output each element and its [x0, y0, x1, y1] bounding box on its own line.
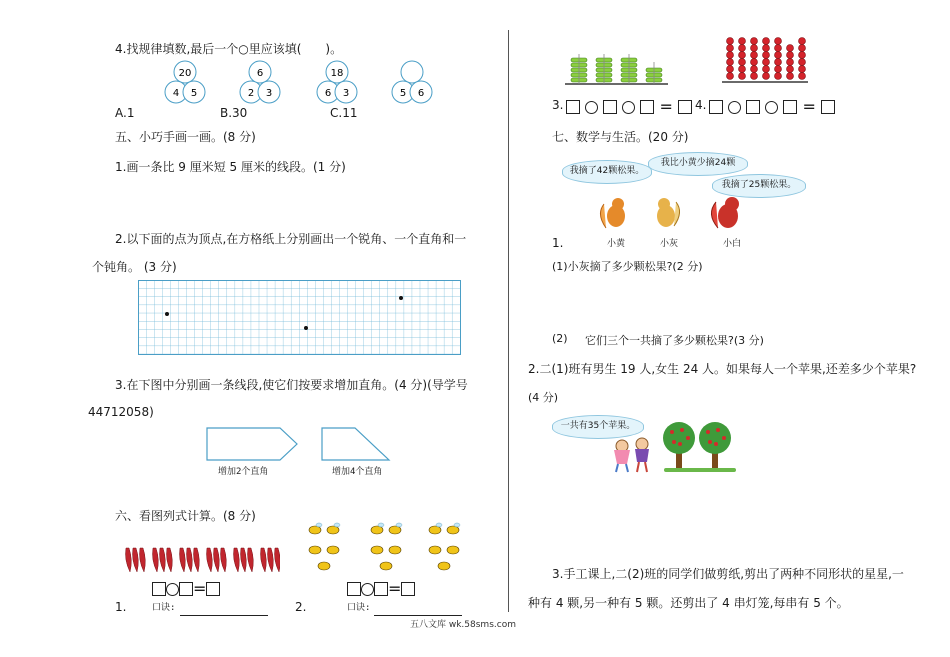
bees-icon — [305, 520, 471, 576]
circle-value: 4 — [172, 88, 180, 99]
abacus-equation-4[interactable]: = — [709, 97, 835, 116]
column-divider — [508, 30, 509, 612]
vertex-point — [399, 296, 403, 300]
sec7-q1-b-num: (2) — [552, 332, 568, 345]
squirrel-gray — [657, 198, 680, 227]
section6-title: 六、看图列式计算。(8 分) — [115, 509, 256, 523]
speech-bubble-4: 一共有35个苹果。 — [552, 415, 644, 439]
sec5-q2-line1: 2.以下面的点为顶点,在方格纸上分别画出一个锐角、一个直角和一 — [115, 232, 467, 246]
section7-title: 七、数学与生活。(20 分) — [552, 130, 689, 144]
bee-cluster — [309, 526, 339, 570]
children-trees-icon — [602, 420, 742, 474]
shape2-caption: 增加4个直角 — [332, 467, 383, 477]
pentagon-shape — [207, 428, 297, 460]
circle-value: 5 — [190, 88, 198, 99]
footer-watermark: 五八文库 wk.58sms.com — [410, 620, 516, 630]
abacus-1-icon — [563, 52, 673, 88]
circle-value: 5 — [399, 88, 407, 99]
abacus-item3-num: 3. — [552, 98, 564, 112]
sec5-q3-line2: 44712058) — [88, 405, 154, 419]
equation-1[interactable] — [152, 579, 220, 598]
sec7-q3-line2: 种有 4 颗,另一种有 5 颗。还剪出了 4 串灯笼,每串有 5 个。 — [528, 596, 849, 610]
sec7-q3-line1: 3.手工课上,二(2)班的同学们做剪纸,剪出了两种不同形状的星星,一 — [552, 567, 904, 581]
circle-value: 2 — [247, 88, 255, 99]
boy-figure — [635, 438, 649, 472]
circle-value: 6 — [324, 88, 332, 99]
circle-group-2 — [240, 61, 280, 103]
apple-tree-1 — [663, 422, 695, 470]
apple-tree-2 — [699, 422, 731, 470]
vertex-point — [165, 312, 169, 316]
circle-value: 18 — [330, 68, 344, 79]
section5-title: 五、小巧手画一画。(8 分) — [115, 130, 256, 144]
item2-num: 2. — [295, 600, 307, 614]
name-xiaohui: 小灰 — [660, 239, 679, 249]
number-circles — [160, 58, 460, 108]
option-a: A.1 — [115, 106, 135, 120]
sec5-q1: 1.画一条比 9 厘米短 5 厘米的线段。(1 分) — [115, 160, 346, 174]
squirrels-icon — [598, 194, 758, 232]
koujue-label-1: 口诀: — [152, 603, 176, 613]
circle-value: 6 — [417, 88, 425, 99]
abacus-2-icon — [720, 36, 812, 86]
koujue-blank-1[interactable] — [180, 601, 268, 620]
item1-num: 1. — [115, 600, 127, 614]
speech-bubble-1: 我摘了42颗松果。 — [562, 160, 652, 184]
q4-title: 4.找规律填数,最后一个○里应该填( )。 — [115, 42, 343, 56]
option-c: C.11 — [330, 106, 358, 120]
shapes — [205, 426, 395, 464]
circle-value: 3 — [265, 88, 273, 99]
equation-2[interactable] — [347, 579, 415, 598]
equals-sign: = — [388, 579, 402, 598]
abacus-equation-3[interactable]: = — [566, 97, 692, 116]
abacus-item4-num: 4. — [695, 98, 707, 112]
equals-sign: = — [193, 579, 207, 598]
name-xiaobai: 小白 — [723, 239, 742, 249]
sec7-q1-num: 1. — [552, 236, 564, 250]
squirrel-white — [711, 197, 739, 228]
sec7-q2-line1: 2.二(1)班有男生 19 人,女生 24 人。如果每人一个苹果,还差多少个苹果? — [528, 362, 917, 376]
name-xiaohuang: 小黄 — [607, 239, 626, 249]
circle-value: 6 — [256, 68, 264, 79]
speech-bubble-2: 我比小黄少摘24颗 — [648, 152, 748, 176]
sec7-q2-line2: (4 分) — [528, 391, 559, 404]
koujue-label-2: 口诀: — [347, 603, 371, 613]
shape1-caption: 增加2个直角 — [218, 467, 269, 477]
sec5-q3-line1: 3.在下图中分别画一条线段,使它们按要求增加直角。(4 分)(导学号 — [115, 378, 468, 392]
circle-value: 3 — [342, 88, 350, 99]
trapezoid-shape — [322, 428, 389, 460]
circle-group-4 — [392, 61, 432, 103]
circle-group-1 — [165, 61, 205, 103]
circle-value: 20 — [178, 68, 192, 79]
circle-group-3 — [317, 61, 357, 103]
girl-figure — [614, 440, 630, 472]
chili-peppers-icon — [122, 546, 280, 574]
speech-bubble-3: 我摘了25颗松果。 — [712, 174, 806, 198]
squirrel-yellow — [600, 198, 625, 228]
vertex-point — [304, 326, 308, 330]
option-b: B.30 — [220, 106, 248, 120]
sec7-q1-a: (1)小灰摘了多少颗松果?(2 分) — [552, 260, 703, 273]
grid-paper[interactable] — [138, 280, 462, 356]
sec7-q1-b: 它们三个一共摘了多少颗松果?(3 分) — [585, 334, 764, 347]
sec5-q2-line2: 个钝角。 (3 分) — [92, 260, 177, 274]
